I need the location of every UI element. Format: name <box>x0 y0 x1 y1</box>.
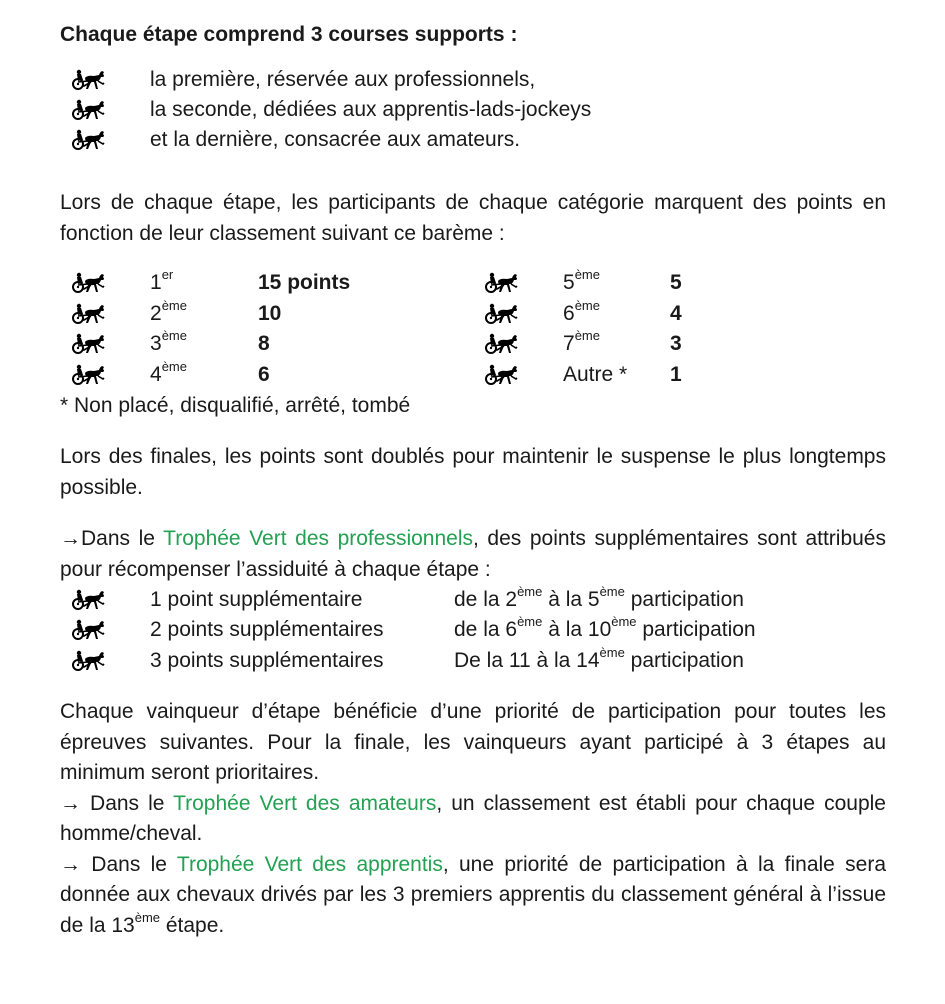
race-item-1: la première, réservée aux professionnels, <box>150 68 536 91</box>
horse-icon <box>72 646 106 676</box>
horse-icon <box>72 65 106 95</box>
finals-paragraph: Lors des finales, les points sont doublés pour maintenir le suspense le plus longtemps possible. <box>60 445 886 499</box>
bonus-label: 1 point supplémentaire <box>150 588 363 611</box>
horse-icon <box>72 615 106 645</box>
bonus-label: 2 points supplémentaires <box>150 618 384 641</box>
horse-icon <box>72 268 106 298</box>
horse-icon <box>72 329 106 359</box>
horse-icon <box>485 268 519 298</box>
race-item-3: et la dernière, consacrée aux amateurs. <box>150 128 521 151</box>
rank-points: 6 <box>258 363 270 386</box>
rank-label: 7ème <box>563 328 600 355</box>
rank-label: 2ème <box>150 298 187 325</box>
horse-icon <box>72 125 106 155</box>
horse-icon <box>485 299 519 329</box>
bonus-range: de la 6ème à la 10ème participation <box>454 614 756 641</box>
apprentis-paragraph: → Dans le Trophée Vert des apprentis, une priorité de participation à la finale sera donnée aux chevaux drivés par les 3 premiers apprentis du classement général à l’issue de la 13ème étape. <box>60 852 886 937</box>
rank-points: 3 <box>670 332 682 355</box>
rank-points: 5 <box>670 271 682 294</box>
bonus-label: 3 points supplémentaires <box>150 649 384 672</box>
rank-points: 15 points <box>258 271 351 294</box>
trophy-apprentis-name: Trophée Vert des apprentis <box>176 852 443 876</box>
rank-label: Autre * <box>563 363 628 386</box>
pro-paragraph: →Dans le Trophée Vert des professionnels, des points supplémentaires sont attribués pour récompenser l’assiduité à chaque étape : <box>60 527 886 581</box>
rank-label: 6ème <box>563 298 600 325</box>
horse-icon <box>485 329 519 359</box>
horse-icon <box>72 299 106 329</box>
rank-points: 4 <box>670 302 682 325</box>
section-heading: Chaque étape comprend 3 courses supports : <box>60 23 518 46</box>
rank-points: 8 <box>258 332 270 355</box>
rank-points: 1 <box>670 363 682 386</box>
horse-icon <box>72 585 106 615</box>
bonus-range: De la 11 à la 14ème participation <box>454 645 744 672</box>
rank-label: 4ème <box>150 359 187 386</box>
amateurs-paragraph: → Dans le Trophée Vert des amateurs, un classement est établi pour chaque couple homme/cheval. <box>60 791 886 845</box>
bonus-range: de la 2ème à la 5ème participation <box>454 584 744 611</box>
points-intro: Lors de chaque étape, les participants de chaque catégorie marquent des points en fonction de leur classement suivant ce barème : <box>60 191 886 245</box>
rank-label: 5ème <box>563 267 600 294</box>
horse-icon <box>72 360 106 390</box>
trophy-amateurs-name: Trophée Vert des amateurs <box>173 791 437 815</box>
race-item-2: la seconde, dédiées aux apprentis-lads-jockeys <box>150 98 592 121</box>
rank-label: 3ème <box>150 328 187 355</box>
rank-points: 10 <box>258 302 282 325</box>
winner-paragraph: Chaque vainqueur d’étape bénéficie d’une priorité de participation pour toutes les épreuves suivantes. Pour la finale, les vainqueurs ayant participé à 3 étapes au minimum seront prioritaires. → Dans le Trophée Vert des amateurs, un classement est établi pour chaque couple homme/cheval. → Dans le Trophée Vert des apprentis, une priorité de participation à la finale sera donnée aux chevaux drivés par les 3 premiers apprentis du classement général à l’issue de la 13ème étape. <box>60 697 886 941</box>
horse-icon <box>485 360 519 390</box>
trophy-pro-name: Trophée Vert des professionnels <box>163 527 473 550</box>
horse-icon <box>72 95 106 125</box>
rank-label: 1er <box>150 267 174 294</box>
footnote: * Non placé, disqualifié, arrêté, tombé <box>60 394 411 417</box>
